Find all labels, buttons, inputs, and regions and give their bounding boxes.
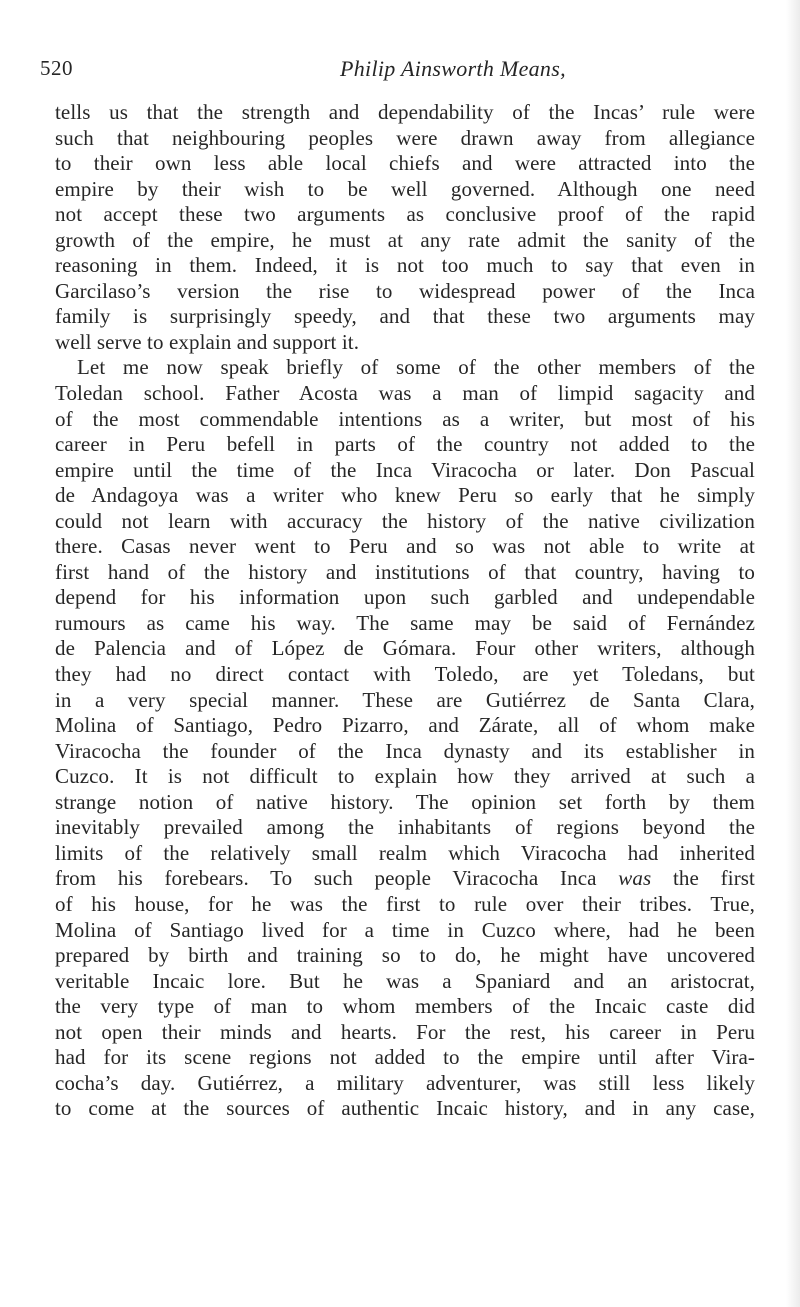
text-line: not open their minds and hearts. For the rest, his career in Peru [55,1019,755,1044]
text-line: not accept these two arguments as conclusive proof of the rapid [55,202,755,227]
text-line: of his house, for he was the first to rule over their tribes. True, [55,891,755,916]
body-text [55,100,755,1122]
text-line: Let me now speak briefly of some of the other members of the [77,355,755,380]
text-line: had for its scene regions not added to the empire until after Vira- [55,1045,755,1070]
text-line-with-italic [55,866,755,892]
text-line: empire until the time of the Inca Viracocha or later. Don Pascual [55,457,755,482]
text-line: they had no direct contact with Toledo, are yet Toledans, but [55,662,755,687]
text-line: of the most commendable intentions as a writer, but most of his [55,406,755,431]
text-line: first hand of the history and institutions of that country, having to [55,559,755,584]
text-line: Molina of Santiago, Pedro Pizarro, and Zárate, all of whom make [55,713,755,738]
text-line: in a very special manner. These are Gutiérrez de Santa Clara, [55,687,755,712]
page-edge-shadow [786,0,800,1307]
text-line: inevitably prevailed among the inhabitants of regions beyond the [55,815,755,840]
text-line: empire by their wish to be well governed. Although one need [55,176,755,201]
text-line: tells us that the strength and dependability of the Incas’ rule were [55,100,755,124]
text-line: such that neighbouring peoples were drawn away from allegiance [55,125,755,150]
text-line: Toledan school. Father Acosta was a man of limpid sagacity and [55,381,755,406]
text-line: limits of the relatively small realm which Viracocha had inherited [55,840,755,865]
running-title: Philip Ainsworth Means, [340,56,566,81]
running-head [40,56,750,90]
text-line: career in Peru befell in parts of the country not added to the [55,432,755,457]
text-line: to come at the sources of authentic Incaic history, and in any case, [55,1096,755,1121]
text-line: well serve to explain and support it. [55,329,360,354]
text-line: family is surprisingly speedy, and that these two arguments may [55,304,755,329]
text-line: prepared by birth and training so to do, he might have uncovered [55,943,755,968]
text-line: rumours as came his way. The same may be said of Fernández [55,610,755,635]
text-line: Cuzco. It is not difficult to explain how they arrived at such a [55,764,755,789]
text-line: veritable Incaic lore. But he was a Spaniard and an aristocrat, [55,968,755,993]
text-segment: the first [673,866,755,891]
italic-word: was [618,866,652,891]
text-line: de Andagoya was a writer who knew Peru so early that he simply [55,483,755,508]
text-line: Garcilaso’s version the rise to widespread power of the Inca [55,278,755,303]
text-line: strange notion of native history. The opinion set forth by them [55,789,755,814]
text-line: Molina of Santiago lived for a time in Cuzco where, had he been [55,917,755,942]
text-line: the very type of man to whom members of the Incaic caste did [55,994,755,1019]
text-line: could not learn with accuracy the history of the native civilization [55,508,755,533]
text-segment: from his forebears. To such people Viracocha Inca [55,866,597,891]
text-line: de Palencia and of López de Gómara. Four other writers, although [55,636,755,661]
text-line: there. Casas never went to Peru and so was not able to write at [55,534,755,559]
text-line: growth of the empire, he must at any rate admit the sanity of the [55,227,755,252]
text-line: depend for his information upon such garbled and undependable [55,585,755,610]
text-line: to their own less able local chiefs and were attracted into the [55,151,755,176]
text-line: cocha’s day. Gutiérrez, a military adventurer, was still less likely [55,1070,755,1095]
text-line: Viracocha the founder of the Inca dynasty and its establisher in [55,738,755,763]
text-line: reasoning in them. Indeed, it is not too much to say that even in [55,253,755,278]
page-number: 520 [40,56,73,80]
